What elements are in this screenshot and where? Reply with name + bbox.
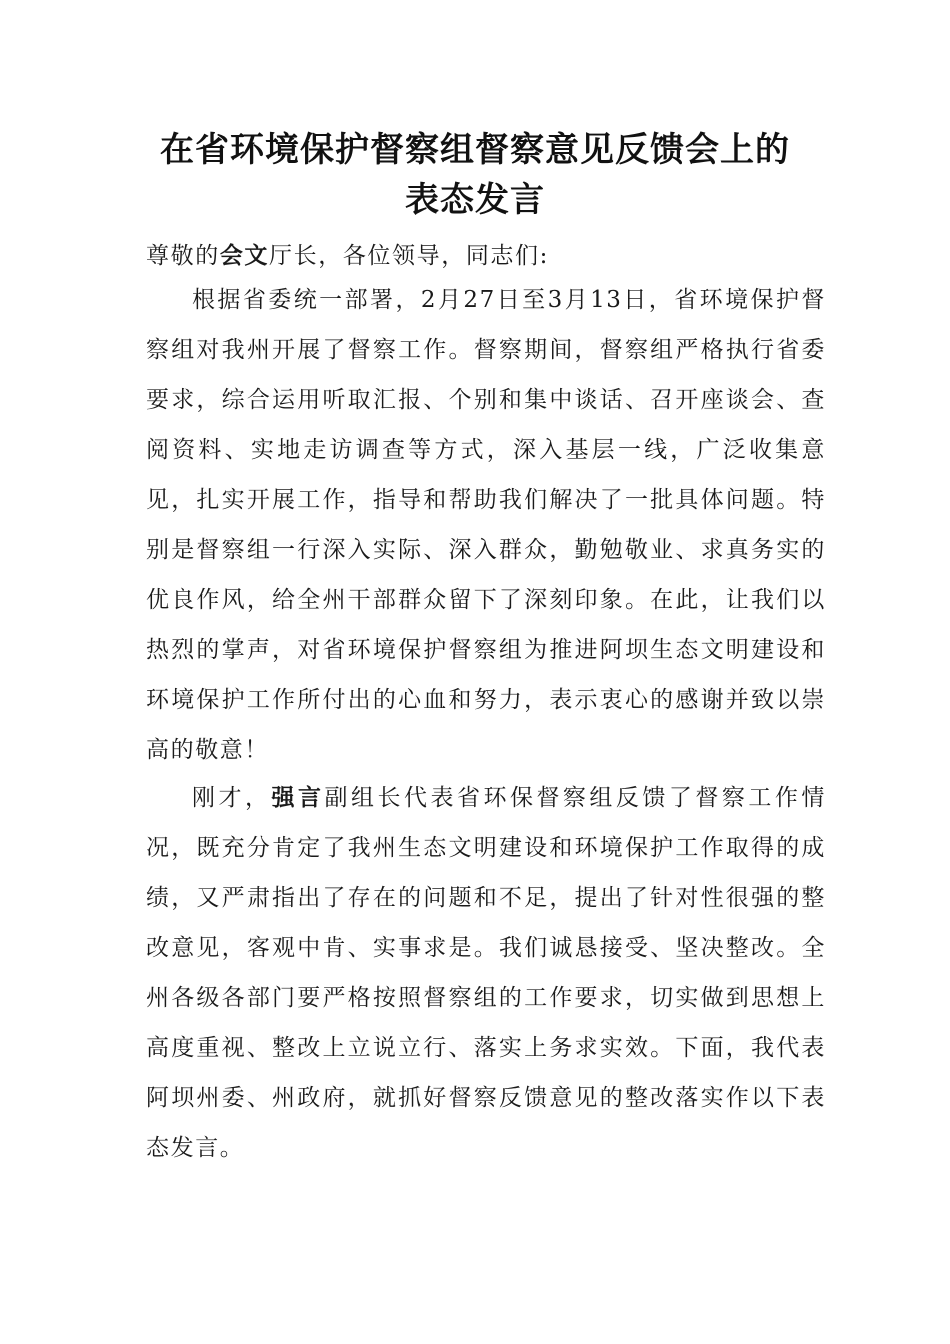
paragraph-2 bbox=[146, 773, 826, 1173]
document-title-line-2: 表态发言 bbox=[405, 180, 545, 220]
paragraph-2-prefix: 刚才， bbox=[192, 785, 272, 811]
greeting-name: 会文 bbox=[219, 243, 270, 269]
greeting-line bbox=[146, 231, 826, 281]
greeting-suffix: 厅长，各位领导，同志们: bbox=[269, 243, 549, 269]
paragraph-2-name: 强言 bbox=[271, 785, 325, 811]
greeting-prefix: 尊敬的 bbox=[146, 243, 220, 269]
paragraph-1: 根据省委统一部署，2月27日至3月13日，省环境保护督察组对我州开展了督察工作。督察期间，督察组严格执行省委要求，综合运用听取汇报、个别和集中谈话、召开座谈会、查阅资料、实地走访调查等方式，深入基层一线，广泛收集意见，扎实开展工作，指导和帮助我们解决了一批具体问题。特别是督察组一行深入实际、深入群众，勤勉敬业、求真务实的优良作风，给全州干部群众留下了深刻印象。在此，让我们以热烈的掌声，对省环境保护督察组为推进阿坝生态文明建设和环境保护工作所付出的心血和努力，表示衷心的感谢并致以崇高的敬意！ bbox=[146, 287, 826, 763]
document-title-line-1: 在省环境保护督察组督察意见反馈会上的 bbox=[160, 130, 790, 170]
paragraph-2-text: 副组长代表省环保督察组反馈了督察工作情况，既充分肯定了我州生态文明建设和环境保护工作取得的成绩，又严肃指出了存在的问题和不足，提出了针对性很强的整改意见，客观中肯、实事求是。我们诚恳接受、坚决整改。全州各级各部门要严格按照督察组的工作要求，切实做到思想上高度重视、整改上立说立行、落实上务求实效。下面，我代表阿坝州委、州政府，就抓好督察反馈意见的整改落实作以下表态发言。 bbox=[146, 785, 826, 1161]
